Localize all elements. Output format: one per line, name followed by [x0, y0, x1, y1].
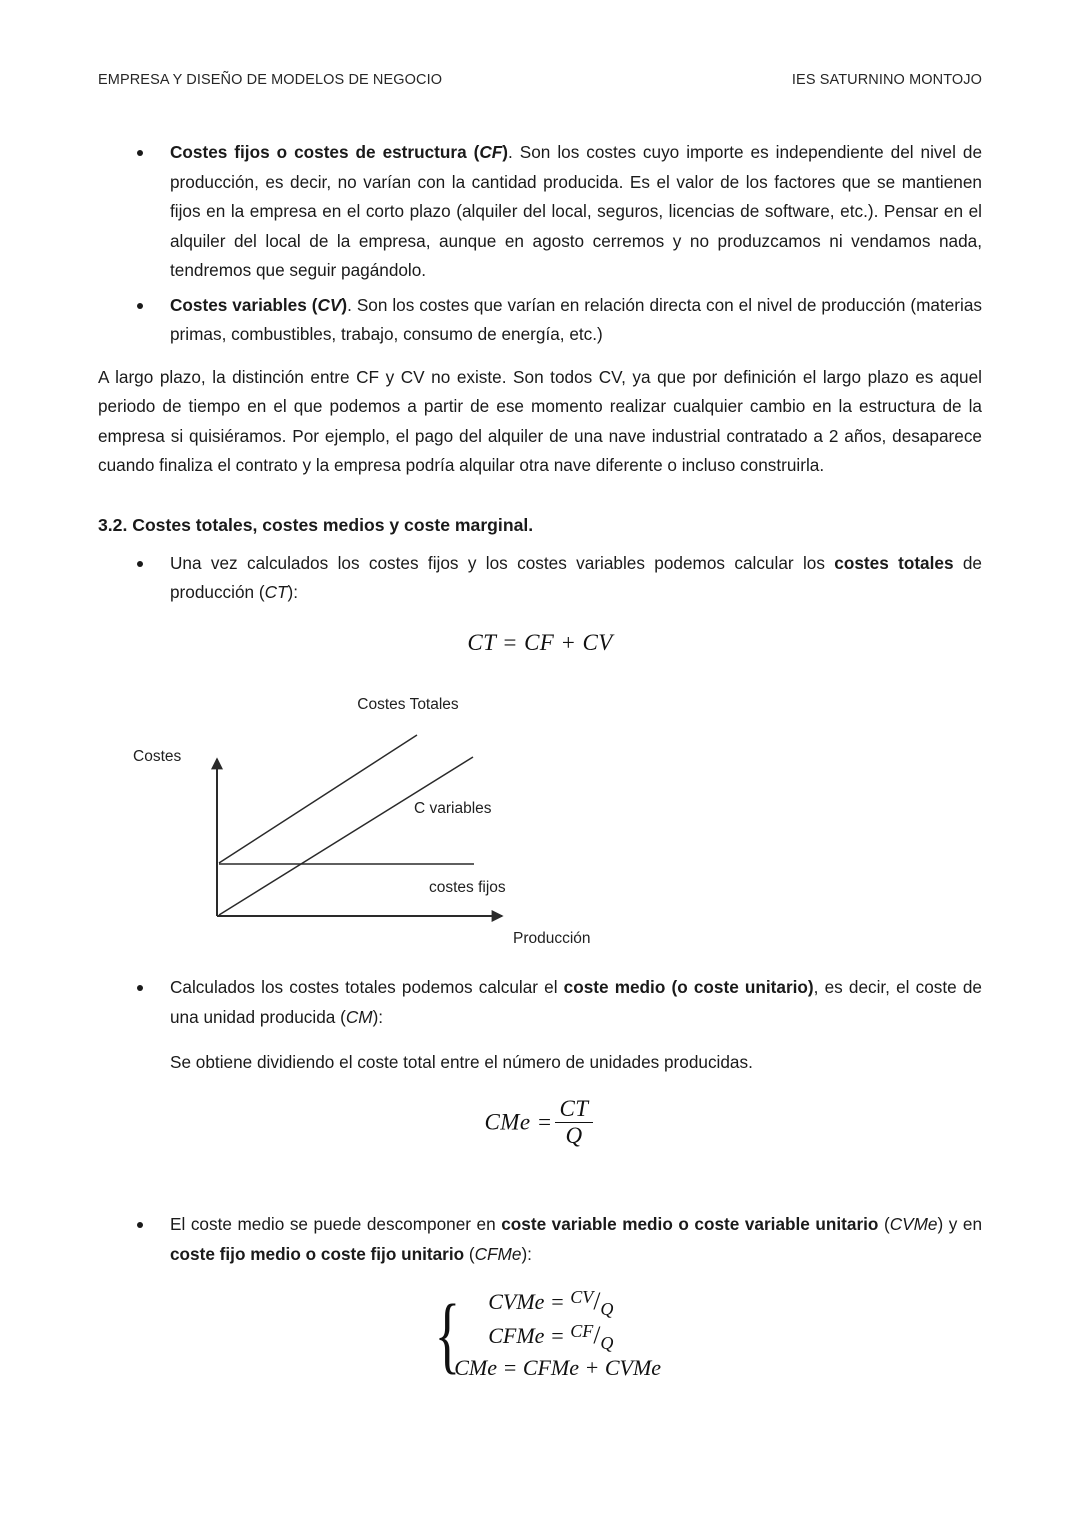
cvme-lhs: CVMe = [488, 1289, 565, 1315]
descomponer-text-before: El coste medio se puede descomponer en [170, 1214, 502, 1235]
chart-series-label-costes-fijos: costes fijos [429, 879, 506, 896]
equation-row-cfme [454, 1320, 661, 1353]
descomponer-bold-2: coste fijo medio o coste fijo unitario [170, 1243, 465, 1264]
cvme-denominator: Q [600, 1298, 614, 1319]
list-item-costes-fijos [98, 138, 982, 286]
document-header [98, 72, 982, 88]
list-item-coste-medio [98, 973, 982, 1032]
formula-cme-lhs: CMe = [484, 1109, 553, 1135]
list-item-descomponer [98, 1210, 982, 1269]
costes-fijos-body: . Son los costes cuyo importe es independiente del nivel de producción, es decir, no varían con la cantidad producida. Es el valor de los factores que se mantienen fijos en la empresa en el corto plazo (alquiler del local, seguros, licencias de software, etc.). Pensar en el alquiler del local de la empresa, aunque en agosto cerremos y no produzcamos ni vendamos nada, tendremos que seguir pagándolo. [170, 142, 982, 280]
formula-cme-denominator: Q [565, 1123, 583, 1149]
costes-totales-text-end: ): [287, 582, 299, 602]
descomponer-end-close: ): [521, 1243, 532, 1264]
descomponer-mid-open: ( [878, 1214, 890, 1235]
costes-fijos-lead-close: ) [502, 142, 508, 162]
document-body-lower [98, 973, 982, 1381]
descomponer-mid-close: ) y en [937, 1214, 983, 1235]
section-heading-3-2: 3.2. Costes totales, costes medios y coste marginal. [98, 514, 534, 535]
left-brace-icon: { [434, 1285, 461, 1382]
cfme-fraction [570, 1320, 614, 1353]
chart-line-costes-totales [219, 735, 417, 863]
equation-row-cme-sum: CMe = CFMe + CVMe [454, 1355, 662, 1381]
list-item-costes-totales [98, 549, 982, 608]
formula-cme-numerator: CT [555, 1097, 594, 1124]
header-right-text: IES SATURNINO MONTOJO [791, 72, 982, 88]
costes-variables-lead-close: ) [341, 294, 348, 315]
costes-totales-text-before: Una vez calculados los costes fijos y los costes variables podemos calcular los [170, 552, 835, 573]
paragraph-largo-plazo: A largo plazo, la distinción entre CF y CV no existe. Son todos CV, ya que por definición el largo plazo es aquel periodo de tiempo en el que podemos a partir de ese momento realizar cualquier cambio en la estructura de la empresa si quisiéramos. Por ejemplo, el pago del alquiler de una nave industrial contratado a 2 años, desaparece cuando finaliza el contrato y la empresa podría alquilar otra nave diferente o incluso construirla. [98, 366, 982, 475]
cfme-denominator: Q [600, 1332, 614, 1353]
cfme-lhs: CFMe = [488, 1323, 565, 1349]
cvme-fraction [570, 1286, 614, 1319]
cfme-numerator: CF [570, 1320, 594, 1341]
chart-xlabel: Producción [513, 930, 591, 947]
document-body [98, 138, 982, 656]
descomponer-list [98, 1210, 982, 1269]
costes-totales-abbrev: CT [264, 582, 288, 602]
cost-types-list [98, 138, 982, 350]
chart-costes-totales [120, 685, 660, 960]
costes-totales-bold: costes totales [834, 552, 954, 573]
costes-variables-abbrev: CV [317, 294, 342, 315]
cvme-numerator: CV [570, 1286, 594, 1307]
formula-coste-medio [98, 1095, 982, 1151]
coste-medio-text-after: , es decir, el coste de una unidad producida ( [170, 977, 982, 1027]
equation-system [98, 1287, 982, 1381]
equation-row-cvme [454, 1286, 661, 1319]
coste-medio-bold: coste medio (o coste unitario) [563, 977, 814, 997]
coste-medio-text-before: Calculados los costes totales podemos calcular el [170, 977, 564, 997]
descomponer-abbrev-cfme: CFMe [474, 1243, 522, 1264]
chart-ylabel: Costes [133, 748, 182, 765]
cvme-slash-icon: / [593, 1287, 601, 1316]
chart-series-label-c-variables: C variables [414, 800, 492, 817]
formula-cme-fraction [555, 1097, 594, 1150]
costes-variables-lead: Costes variables ( [170, 294, 318, 315]
cfme-slash-icon: / [593, 1321, 601, 1350]
costes-fijos-lead: Costes fijos o costes de estructura ( [170, 142, 480, 162]
costes-totales-list [98, 549, 982, 608]
coste-medio-abbrev: CM [345, 1006, 373, 1027]
costes-variables-body: . Son los costes que varían en relación directa con el nivel de producción (materias primas, combustibles, trabajo, consumo de energía, etc.) [170, 294, 982, 344]
equation-system-rows [454, 1287, 661, 1381]
formula-system-costes-medios [98, 1287, 982, 1381]
coste-medio-list [98, 973, 982, 1032]
coste-medio-text-end: ): [372, 1006, 384, 1027]
chart-title-label: Costes Totales [357, 696, 459, 713]
descomponer-end-open: ( [464, 1243, 475, 1264]
costes-totales-text-after: de producción ( [170, 552, 982, 602]
descomponer-abbrev-cvme: CVMe [889, 1214, 938, 1235]
descomponer-bold-1: coste variable medio o coste variable unitario [501, 1214, 879, 1235]
sentence-se-obtiene: Se obtiene dividiendo el coste total entre el número de unidades producidas. [170, 1052, 753, 1072]
list-item-costes-variables [98, 291, 982, 350]
header-left-text: EMPRESA Y DISEÑO DE MODELOS DE NEGOCIO [98, 72, 443, 88]
formula-costes-totales: CT = CF + CV [467, 629, 613, 655]
costes-fijos-abbrev: CF [479, 142, 503, 162]
